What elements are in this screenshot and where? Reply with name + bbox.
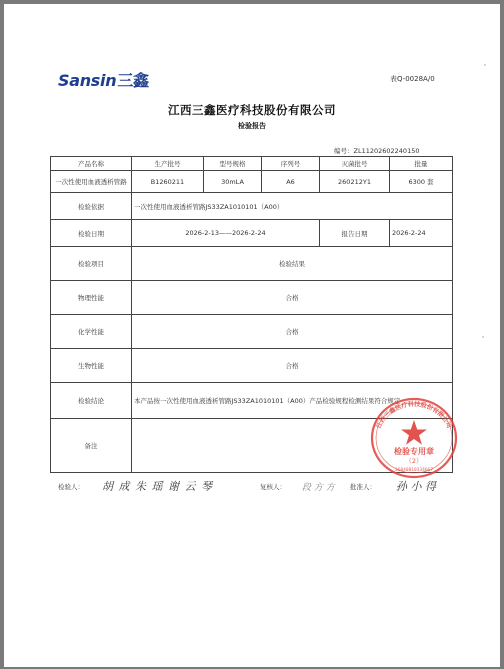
header-cell: 序列号 [262, 157, 320, 171]
svg-text:江西三鑫医疗科技股份有限公司: 江西三鑫医疗科技股份有限公司 [375, 400, 453, 430]
items-header-row [51, 247, 453, 281]
serial-cell: A6 [262, 171, 320, 193]
reviewer-label: 复核人： [260, 483, 286, 491]
report-page [4, 4, 500, 667]
basis-value: 一次性使用血液透析管路JS33ZA1010101（A00） [132, 193, 453, 220]
result-value: 合格 [132, 281, 453, 315]
approver-label: 批准人： [350, 483, 376, 491]
conclusion-label: 检验结论 [51, 383, 132, 419]
stamp-label: 检验专用章 [394, 447, 434, 456]
report-date-value: 2026-2-24 [390, 220, 453, 247]
results-label: 检验结果 [132, 247, 453, 281]
inspection-stamp [364, 396, 464, 480]
document-title: 检验报告 [238, 122, 266, 130]
result-row [51, 281, 453, 315]
date-row [51, 220, 453, 247]
remarks-label: 备注 [51, 419, 132, 473]
header-cell: 型号规格 [204, 157, 262, 171]
basis-label: 检验依据 [51, 193, 132, 220]
inspector-signatures: 胡 成 朱 瑶 谢 云 琴 [102, 480, 213, 493]
report-date-label: 报告日期 [320, 220, 390, 247]
batch-cell: B1260211 [132, 171, 204, 193]
result-row [51, 349, 453, 383]
sterilization-cell: 260212Y1 [320, 171, 390, 193]
header-cell: 灭菌批号 [320, 157, 390, 171]
date-label: 检验日期 [51, 220, 132, 247]
reviewer-signature: 段 方 方 [302, 483, 335, 493]
result-label: 化学性能 [51, 315, 132, 349]
model-cell: 30mLA [204, 171, 262, 193]
date-value: 2026-2-13——2026-2-24 [132, 220, 320, 247]
header-cell: 生产批号 [132, 157, 204, 171]
result-label: 生物性能 [51, 349, 132, 383]
inspector-label: 检验人： [58, 483, 84, 491]
items-label: 检验项目 [51, 247, 132, 281]
header-cell: 产品名称 [51, 157, 132, 171]
result-label: 物理性能 [51, 281, 132, 315]
quantity-cell: 6300 套 [390, 171, 453, 193]
company-logo: Sansin三鑫 [58, 71, 149, 90]
result-value: 合格 [132, 315, 453, 349]
conclusion-value: 本产品按一次性使用血液透析管路JS33ZA1010101（A00）产品检验规程检测结果符合规定 [132, 383, 453, 419]
product-row [51, 171, 453, 193]
form-number: 表Q-0028A/0 [390, 75, 435, 83]
basis-row [51, 193, 453, 220]
stamp-number: （2） [405, 457, 423, 465]
stamp-code: 36040810334667 [395, 468, 433, 473]
table-header-row [51, 157, 453, 171]
scan-speck [482, 336, 484, 338]
approver-signature: 孙 小 得 [396, 480, 436, 493]
scan-speck [484, 64, 486, 66]
company-name: 江西三鑫医疗科技股份有限公司 [168, 103, 336, 117]
result-row [51, 315, 453, 349]
serial-number: 编号：ZL11202602240150 [334, 147, 420, 155]
product-name-cell: 一次性使用血液透析管路 [51, 171, 132, 193]
result-value: 合格 [132, 349, 453, 383]
header-cell: 批量 [390, 157, 453, 171]
